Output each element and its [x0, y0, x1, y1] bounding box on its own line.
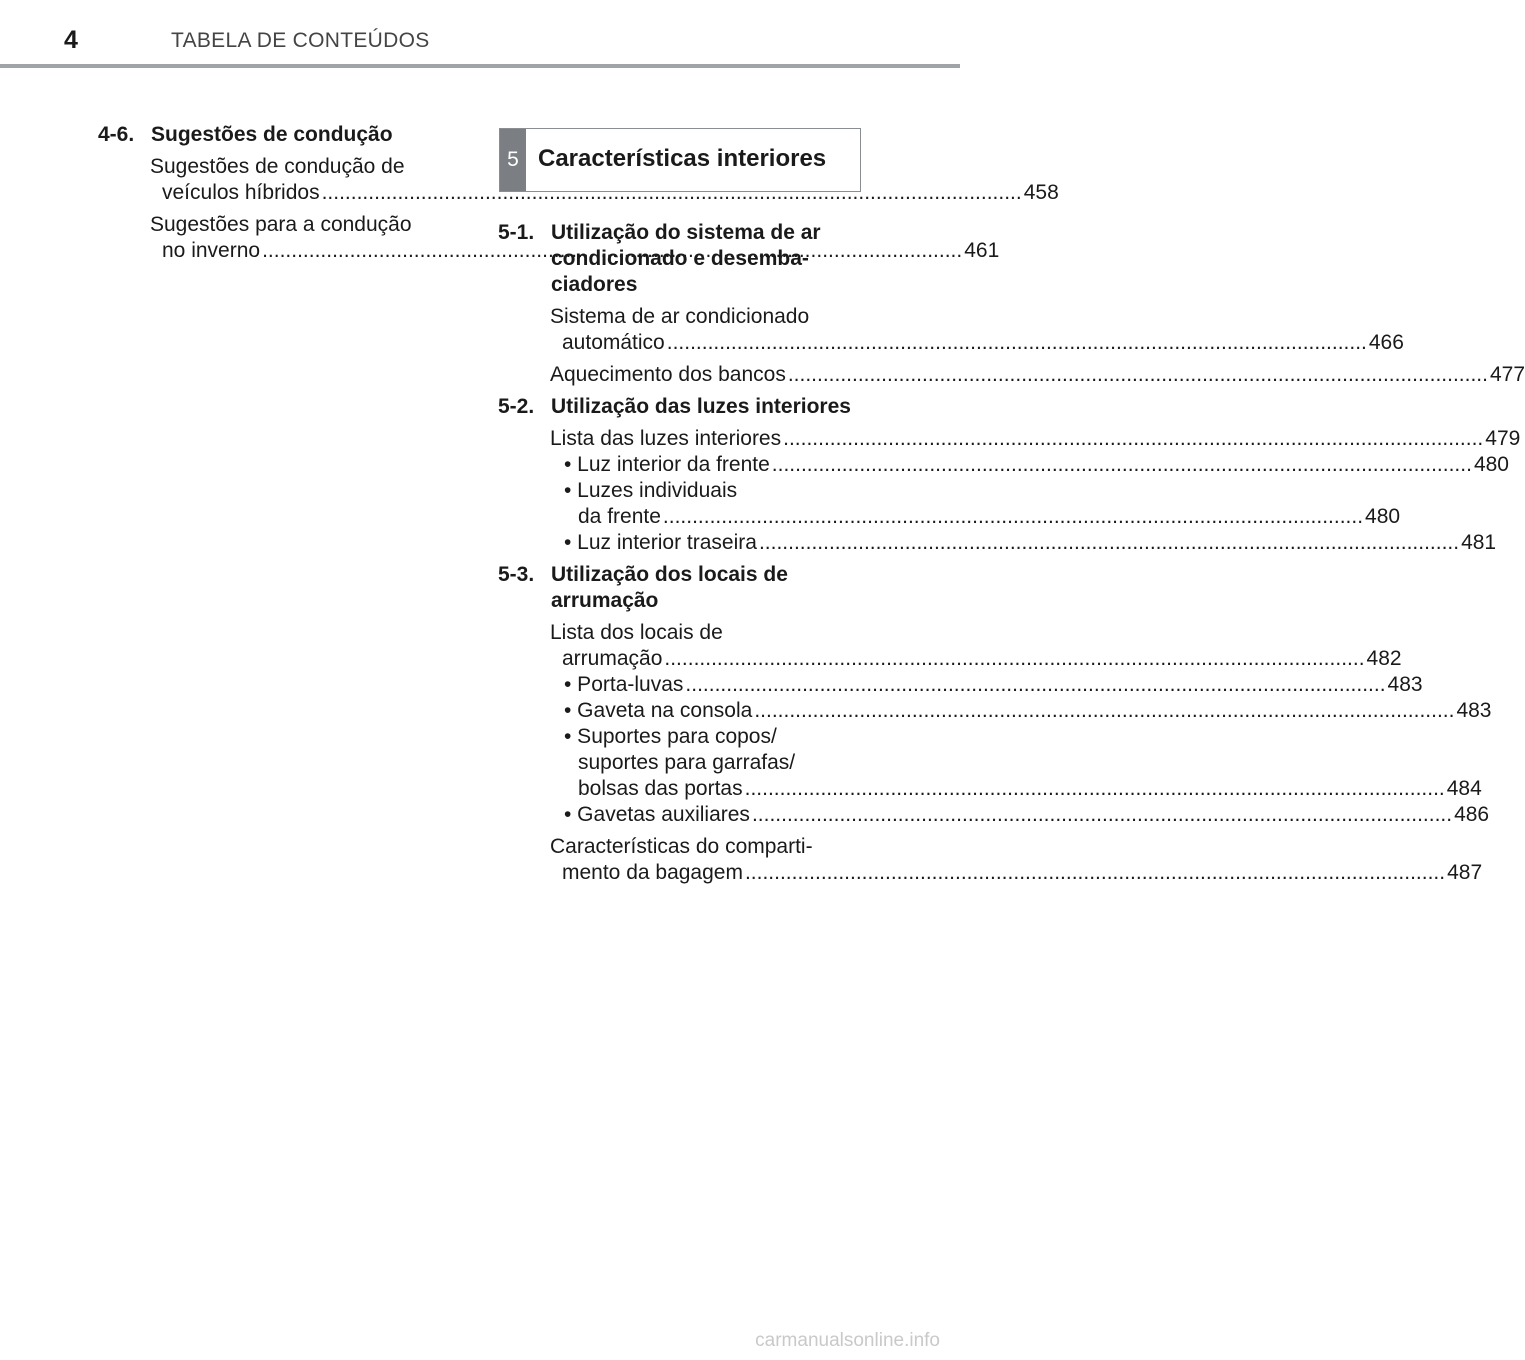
leader-dots	[667, 331, 1367, 354]
toc-entry[interactable]	[498, 304, 1404, 356]
page-ref: 477	[1489, 363, 1525, 386]
page-ref: 486	[1454, 803, 1490, 826]
section-title: Sugestões de condução	[151, 123, 393, 146]
entry-line: Aquecimento dos bancos	[550, 363, 786, 386]
chapter-number-tab: 5	[500, 129, 526, 191]
toc-subentry[interactable]	[498, 698, 1492, 724]
leader-dots	[788, 362, 1488, 388]
toc-subentry[interactable]	[498, 802, 1490, 828]
leader-dots	[664, 647, 1364, 670]
entry-line: Lista das luzes interiores	[550, 427, 782, 450]
page-ref: 480	[1473, 453, 1509, 476]
entry-line: Sugestões de condução de	[150, 155, 405, 178]
page-ref: 487	[1447, 861, 1483, 884]
entry-line: mento da bagagem	[562, 861, 743, 884]
chapter-banner[interactable]	[499, 128, 861, 192]
entry-line: suportes para garrafas/	[578, 751, 796, 774]
toc-entry[interactable]	[498, 834, 1483, 886]
leader-dots	[685, 672, 1385, 698]
leader-dots	[759, 530, 1459, 556]
leader-dots	[772, 452, 1472, 478]
entry-line: • Gavetas auxiliares	[564, 803, 750, 826]
page-ref: 479	[1485, 427, 1521, 450]
section-heading[interactable]	[98, 122, 458, 148]
page-ref: 480	[1365, 505, 1401, 528]
toc-subentry[interactable]	[498, 672, 1423, 698]
entry-line: Sugestões para a condução	[150, 213, 412, 236]
toc-entry[interactable]	[498, 362, 1525, 388]
toc-subentry[interactable]	[498, 478, 1401, 530]
entry-line: • Suportes para copos/	[564, 725, 777, 748]
page-ref: 483	[1387, 673, 1423, 696]
section-title: Utilização do sistema de ar	[551, 221, 821, 244]
toc-entry[interactable]	[498, 620, 1402, 672]
watermark: carmanualsonline.info	[755, 1330, 940, 1351]
leader-dots	[754, 698, 1454, 724]
entry-line: bolsas das portas	[578, 777, 743, 800]
section-title: Utilização das luzes interiores	[551, 395, 851, 418]
section-heading[interactable]	[498, 394, 868, 420]
entry-line: Sistema de ar condicionado	[550, 305, 810, 328]
section-number: 5-3.	[498, 563, 535, 586]
header-title: TABELA DE CONTEÚDOS	[171, 29, 430, 52]
toc-entry[interactable]	[498, 426, 1521, 452]
page-ref: 461	[964, 239, 1000, 262]
chapter-title: Características interiores	[538, 145, 827, 172]
entry-line: • Luz interior traseira	[564, 531, 757, 554]
entry-line: Lista dos locais de	[550, 621, 723, 644]
section-title: ciadores	[551, 273, 638, 296]
entry-line: Características do comparti-	[550, 835, 813, 858]
section-title: arrumação	[551, 589, 659, 612]
entry-line: veículos híbridos	[162, 181, 320, 204]
entry-line: da frente	[578, 505, 661, 528]
page-ref: 458	[1023, 181, 1059, 204]
entry-line: • Gaveta na consola	[564, 699, 753, 722]
page-ref: 483	[1456, 699, 1492, 722]
leader-dots	[752, 802, 1452, 828]
toc-subentry[interactable]	[498, 724, 1482, 802]
entry-line: no inverno	[162, 239, 261, 262]
toc-subentry[interactable]	[498, 452, 1509, 478]
entry-line: arrumação	[562, 647, 663, 670]
section-number: 5-2.	[498, 395, 535, 418]
leader-dots	[745, 777, 1445, 800]
entry-line: • Luz interior da frente	[564, 453, 770, 476]
leader-dots	[745, 861, 1445, 884]
page-ref: 481	[1461, 531, 1497, 554]
section-title: condicionado e desemba-	[551, 247, 809, 270]
header-divider	[0, 64, 960, 68]
section-heading[interactable]	[498, 220, 868, 298]
section-number: 4-6.	[98, 123, 135, 146]
page-ref: 484	[1446, 777, 1482, 800]
page-header	[0, 0, 960, 70]
section-number: 5-1.	[498, 221, 535, 244]
section-heading[interactable]	[498, 562, 868, 614]
entry-line: • Luzes individuais	[564, 479, 738, 502]
section-title: Utilização dos locais de	[551, 563, 788, 586]
entry-line: • Porta-luvas	[564, 673, 684, 696]
page-number: 4	[64, 26, 78, 54]
leader-dots	[783, 426, 1483, 452]
toc-subentry[interactable]	[498, 530, 1497, 556]
entry-line: automático	[562, 331, 665, 354]
page-ref: 482	[1366, 647, 1402, 670]
page-ref: 466	[1368, 331, 1404, 354]
leader-dots	[663, 505, 1363, 528]
